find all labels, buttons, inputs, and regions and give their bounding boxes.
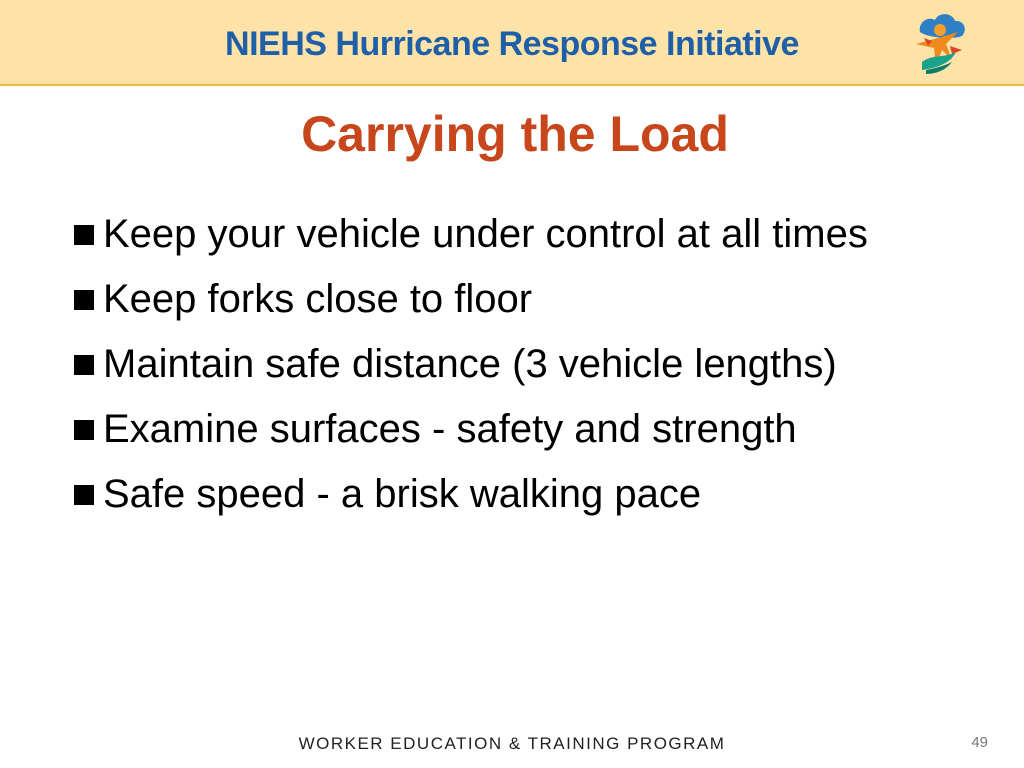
page-number: 49 xyxy=(971,734,988,751)
bullet-item xyxy=(74,332,868,397)
square-bullet-icon xyxy=(74,225,94,245)
header-banner xyxy=(0,0,1024,86)
bullet-text: Safe speed - a brisk walking pace xyxy=(103,472,702,516)
square-bullet-icon xyxy=(74,420,94,440)
bullet-item xyxy=(74,202,868,267)
bullet-text: Keep forks close to floor xyxy=(103,277,533,321)
square-bullet-icon xyxy=(74,485,94,505)
bullet-text: Examine surfaces - safety and strength xyxy=(103,407,797,451)
bullet-text: Maintain safe distance (3 vehicle lengths) xyxy=(103,342,837,386)
square-bullet-icon xyxy=(74,290,94,310)
bullet-item xyxy=(74,397,868,462)
bullet-list xyxy=(74,202,868,527)
bullet-item xyxy=(74,462,868,527)
bullet-item xyxy=(74,267,868,332)
square-bullet-icon xyxy=(74,355,94,375)
header-title: NIEHS Hurricane Response Initiative xyxy=(225,25,799,63)
bullet-text: Keep your vehicle under control at all times xyxy=(103,212,868,256)
footer-program-name: WORKER EDUCATION & TRAINING PROGRAM xyxy=(298,734,726,753)
slide-title: Carrying the Load xyxy=(301,106,729,162)
hurricane-response-logo-icon xyxy=(906,8,972,78)
